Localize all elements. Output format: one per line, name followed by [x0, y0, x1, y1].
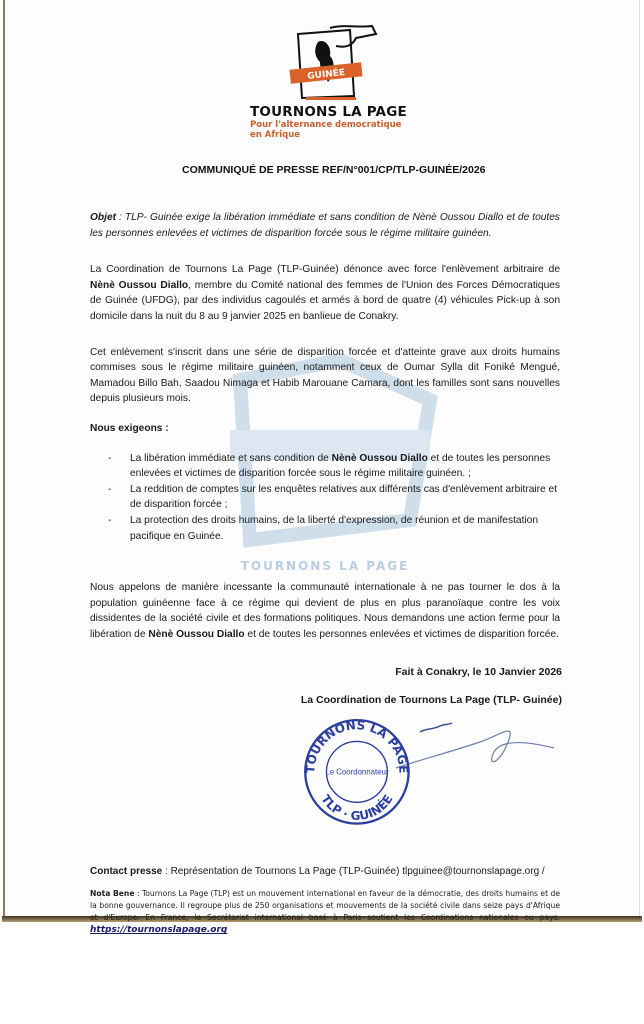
logo-badge-text: GUINÉE — [306, 68, 346, 82]
stamp-top-text: TOURNONS LA PAGE — [303, 718, 411, 775]
paragraph-1-text-b: , membre du Comité national des femmes de l'Union des Forces Démocratiques de Guinée (UFDG), par des individus cagoulés et armés à bord de quatre (4) véhicules Pick-up à son domicile dans la nuit du 8 au 9 janvier 2025 en banlieue de Conakry. — [90, 279, 561, 322]
place-date: Fait à Conakry, le 10 Janvier 2026 — [395, 666, 562, 679]
nota-bene — [90, 888, 560, 936]
bullet-dash: - — [108, 483, 112, 495]
watermark-text: TOURNONS LA PAGE — [240, 559, 410, 574]
nota-bene-label: Nota Bene — [90, 889, 135, 899]
stamp-inner-text: Le Coordonnateur — [325, 768, 389, 778]
demand-text: La libération immédiate et sans condition de — [130, 452, 332, 464]
signatory: La Coordination de Tournons La Page (TLP- Guinée) — [300, 694, 562, 707]
svg-text:TOURNONS LA PAGE — [303, 718, 411, 778]
contact-label: Contact presse — [90, 866, 163, 878]
contact-text: : Représentation de Tournons La Page (TLP-Guinée) tlpguinee@tournonslapage.org / — [162, 866, 545, 878]
document-body — [90, 210, 560, 946]
demand-text: La reddition de comptes sur les enquêtes relatives aux différents cas d'enlèvement arbitraire et de disparition forcée ; — [130, 483, 558, 511]
paragraph-3-text-a: Nous appelons de manière incessante la communauté internationale à ne pas tourner le dos à la population guinéenne face à ce régime qui devient de plus en plus paranoïaque contre les voix dissidentes de la société civile et des formations politiques. Nous demandons une action ferme pour la libération de — [90, 582, 560, 640]
nota-bene-text: : Tournons La Page (TLP) est un mouvement international en faveur de la démocratie, des droits humains et de la bonne gouvernance. Il regroupe plus de 250 organisations et mouvements de la société civile dans seize pays d'Afrique et d'Europe. En France, le Secrétariat international basé à Paris soutient les Coordinations nationales ou pays. — [90, 889, 560, 923]
press-release-title: COMMUNIQUÉ DE PRESSE REF/N°001/CP/TLP-GUINÉE/2026 — [182, 164, 486, 176]
logo-subtitle-2: en Afrique — [250, 130, 301, 140]
demand-item — [108, 513, 560, 544]
demand-text: La protection des droits humains, de la liberté d'expression, de réunion et de manifestation pacifique en Guinée. — [130, 514, 538, 542]
paragraph-3-text-b: et de toutes les personnes enlevées et victimes de disparition forcée. — [244, 628, 559, 640]
signature-area — [90, 666, 560, 866]
logo-subtitle-1: Pour l'alternance democratique — [250, 120, 402, 130]
svg-text:TLP · GUINÉE — [318, 793, 395, 824]
demand-name: Nènè Oussou Diallo — [331, 452, 428, 464]
demands-heading: Nous exigeons : — [90, 422, 169, 434]
paragraph-1-text-a: La Coordination de Tournons La Page (TLP-Guinée) dénonce avec force l'enlèvement arbitraire de — [90, 264, 560, 276]
footer-area — [90, 866, 560, 946]
website-link[interactable]: https://tournonslapage.org — [90, 925, 228, 936]
paragraph-1-name: Nènè Oussou Diallo — [90, 279, 189, 291]
organization-logo — [250, 24, 420, 140]
demand-item — [108, 451, 560, 482]
ballot-hand-icon — [280, 24, 380, 102]
subject-paragraph — [90, 210, 560, 241]
subject-text: : TLP- Guinée exige la libération immédiate et sans condition de Nènè Oussou Diallo et de toutes les personnes enlevées et victimes de disparition forcée sous le régime militaire guinéen. — [90, 212, 560, 239]
paragraph-1 — [90, 262, 560, 324]
subject-label: Objet — [90, 212, 117, 223]
bullet-dash: - — [108, 514, 112, 526]
demands-list — [108, 451, 560, 545]
stamp-bottom-text: TLP · GUINÉE — [318, 792, 396, 824]
official-stamp — [296, 714, 416, 826]
paragraph-3-name: Nènè Oussou Diallo — [148, 628, 245, 640]
demand-item — [108, 482, 560, 513]
bullet-dash: - — [108, 452, 112, 464]
press-contact — [90, 866, 545, 877]
paragraph-3 — [90, 580, 560, 642]
demand-text-b: et de toutes les personnes enlevées et victimes de disparition forcée sous le régime militaire guinéen. ; — [130, 452, 551, 480]
paragraph-2: Cet enlèvement s'inscrit dans une série de disparition forcée et d'atteinte grave aux droits humains commises sous le régime militaire guinéen, notamment ceux de Oumar Sylla dit Foniké Mengué, Mamadou Billo Bah, Saadou Nimaga et Habib Marouane Camara, dont les familles sont sans nouvelles depuis plusieurs mois. — [90, 346, 560, 405]
logo-title: TOURNONS LA PAGE — [250, 104, 407, 120]
